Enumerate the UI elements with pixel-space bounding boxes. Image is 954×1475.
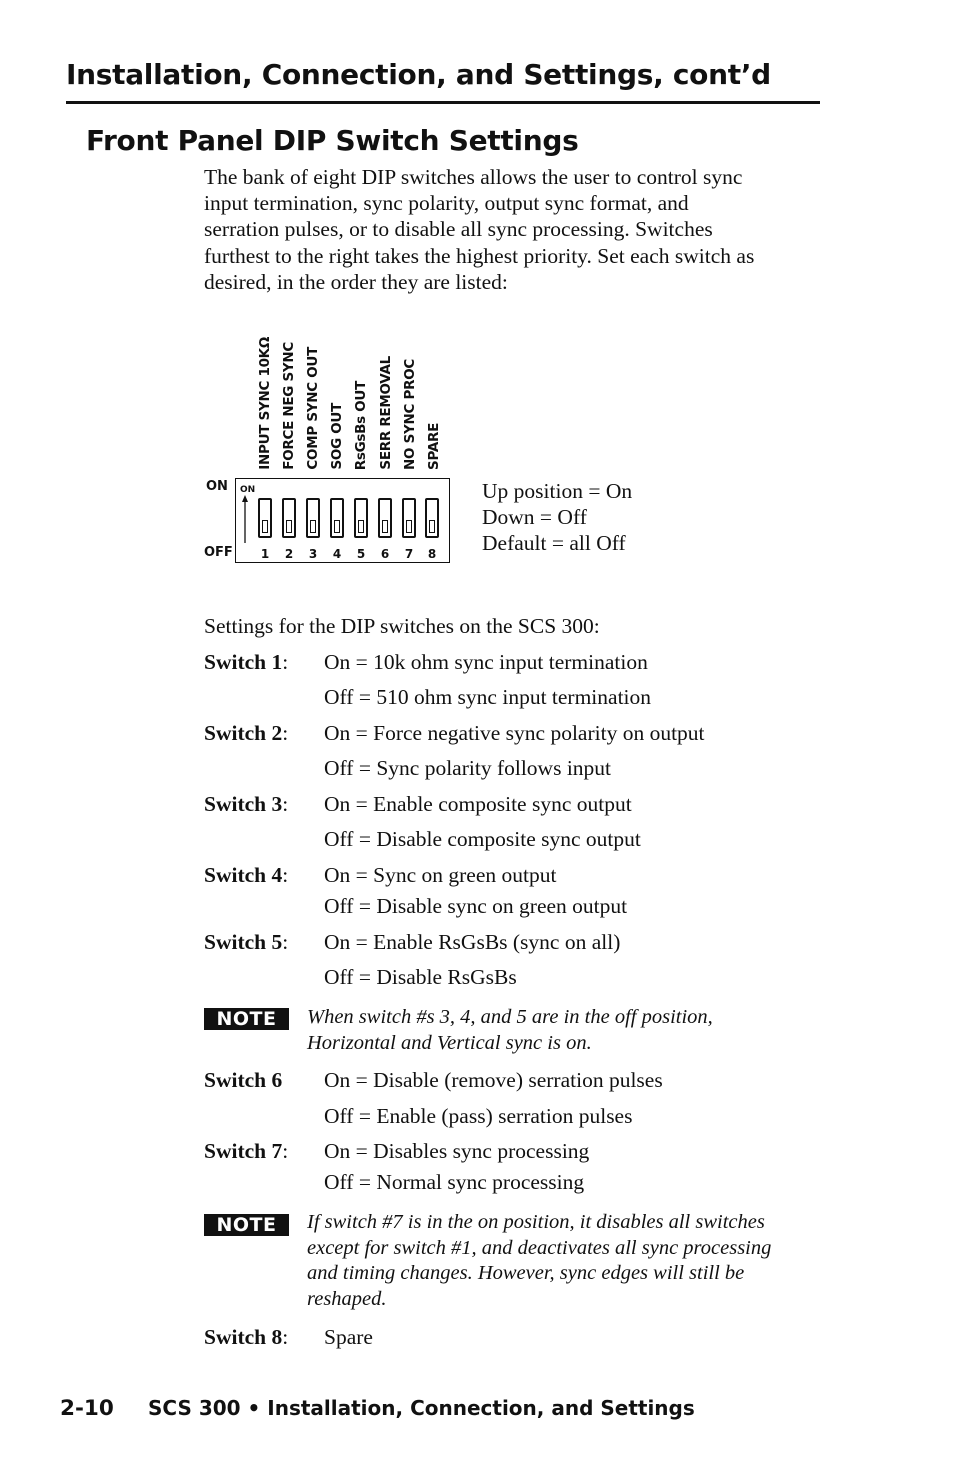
note-badge: NOTE bbox=[204, 1008, 289, 1030]
intro-line: furthest to the right takes the highest priority. Set each switch as bbox=[204, 243, 755, 268]
switch-label-6: SERR REMOVAL bbox=[378, 356, 394, 470]
settings-intro: Settings for the DIP switches on the SCS 300: bbox=[204, 614, 600, 638]
legend-line: Default = all Off bbox=[482, 531, 626, 555]
switch-2-label: Switch 2: bbox=[204, 721, 289, 745]
switch-6-label: Switch 6 bbox=[204, 1068, 283, 1092]
section-title: Front Panel DIP Switch Settings bbox=[86, 124, 579, 157]
switch-3-label: Switch 3: bbox=[204, 792, 289, 816]
position-legend bbox=[482, 478, 632, 556]
intro-line: serration pulses, or to disable all sync processing. Switches bbox=[204, 217, 713, 242]
page-number: 2-10 bbox=[60, 1396, 114, 1421]
box-on-label: ON bbox=[240, 485, 256, 495]
dip-switch-4 bbox=[330, 498, 344, 538]
switch-1-label: Switch 1: bbox=[204, 650, 289, 674]
legend-line: Up position = On bbox=[482, 479, 633, 503]
switch-4-on: On = Sync on green output bbox=[324, 863, 557, 887]
switch-1-on: On = 10k ohm sync input termination bbox=[324, 650, 648, 674]
switch-number: 2 bbox=[284, 547, 294, 561]
switch-5-label: Switch 5: bbox=[204, 930, 289, 954]
note-badge: NOTE bbox=[204, 1214, 289, 1236]
dip-switch-7 bbox=[402, 498, 416, 538]
legend-line: Down = Off bbox=[482, 505, 587, 529]
switch-7-off: Off = Normal sync processing bbox=[324, 1170, 585, 1194]
switch-number: 6 bbox=[380, 547, 390, 561]
switch-7-on: On = Disables sync processing bbox=[324, 1139, 590, 1163]
switch-5-off: Off = Disable RsGsBs bbox=[324, 965, 517, 989]
on-side-label: ON bbox=[206, 479, 228, 494]
chapter-title: Installation, Connection, and Settings, cont’d bbox=[66, 58, 771, 91]
dip-switch-2 bbox=[282, 498, 296, 538]
intro-line: input termination, sync polarity, output sync format, and bbox=[204, 191, 689, 216]
note-text: If switch #7 is in the on position, it disables all switches except for switch #1, and deactivates all sync processing and timing changes. However, sync edges will still be reshaped. bbox=[307, 1211, 772, 1311]
switch-label-4: SOG OUT bbox=[329, 403, 345, 470]
switch-label-1: INPUT SYNC 10KΩ bbox=[257, 337, 273, 470]
switch-label-7: NO SYNC PROC bbox=[402, 359, 418, 470]
switch-3-off: Off = Disable composite sync output bbox=[324, 827, 641, 851]
switch-7-label: Switch 7: bbox=[204, 1139, 289, 1163]
switch-8-value: Spare bbox=[324, 1325, 373, 1349]
chapter-rule bbox=[66, 101, 820, 104]
switch-8-label: Switch 8: bbox=[204, 1325, 289, 1349]
footer-text: SCS 300 • Installation, Connection, and Settings bbox=[148, 1396, 695, 1420]
switch-label-8: SPARE bbox=[426, 423, 442, 470]
switch-label-3: COMP SYNC OUT bbox=[305, 347, 321, 470]
note-text: When switch #s 3, 4, and 5 are in the off position, Horizontal and Vertical sync is on. bbox=[307, 1006, 713, 1054]
dip-switch-1 bbox=[258, 498, 272, 538]
intro-line: The bank of eight DIP switches allows the user to control sync bbox=[204, 165, 743, 189]
switch-1-off: Off = 510 ohm sync input termination bbox=[324, 685, 652, 709]
switch-5-on: On = Enable RsGsBs (sync on all) bbox=[324, 930, 621, 954]
switch-number: 3 bbox=[308, 547, 318, 561]
switch-2-off: Off = Sync polarity follows input bbox=[324, 756, 612, 780]
switch-number: 1 bbox=[260, 547, 270, 561]
off-side-label: OFF bbox=[204, 545, 233, 560]
switch-3-on: On = Enable composite sync output bbox=[324, 792, 632, 816]
dip-switch-5 bbox=[354, 498, 368, 538]
dip-switch-8 bbox=[425, 498, 439, 538]
switch-4-label: Switch 4: bbox=[204, 863, 289, 887]
switch-label-5: RsGsBs OUT bbox=[353, 380, 369, 470]
switch-6-off: Off = Enable (pass) serration pulses bbox=[324, 1104, 633, 1128]
intro-line: desired, in the order they are listed: bbox=[204, 269, 508, 294]
switch-2-on: On = Force negative sync polarity on output bbox=[324, 721, 705, 745]
dip-switch-6 bbox=[378, 498, 392, 538]
switch-6-on: On = Disable (remove) serration pulses bbox=[324, 1068, 663, 1092]
switch-4-off: Off = Disable sync on green output bbox=[324, 894, 628, 918]
switch-number: 7 bbox=[404, 547, 414, 561]
switch-label-2: FORCE NEG SYNC bbox=[281, 342, 297, 470]
switch-number: 4 bbox=[332, 547, 342, 561]
up-arrow-icon bbox=[240, 495, 250, 545]
intro-paragraph bbox=[204, 164, 829, 295]
switch-number: 8 bbox=[427, 547, 437, 561]
switch-number: 5 bbox=[356, 547, 366, 561]
dip-switch-3 bbox=[306, 498, 320, 538]
